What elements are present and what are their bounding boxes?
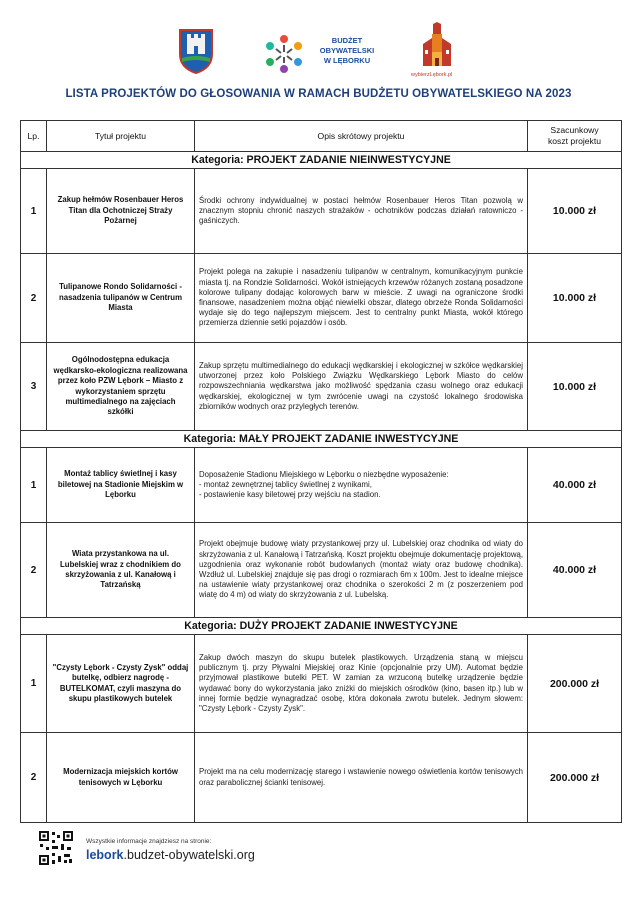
row-desc: Projekt obejmuje budowę wiaty przystankowej przy ul. Lubelskiej oraz chodnika od wiaty do skrzyżowania z ul. Kanałową i Tatrzańską. Koszt projektu obejmuje dokumentację projektową, uzgodnienia oraz wykonanie robót budowlanych (montaż wiaty oraz budowę chodnika). Wzdłuż ul. Lubelskiej znajduje się pas drogi o rozmiarach 6m x 100m. Jest to idealne miejsce na ustawienie wiaty przystankowej oraz chodnika o szerokości 2 m (z poszerzeniem pod wiatę do 4 m) od wiaty do skrzyżowania z ul. Lubelską. bbox=[195, 523, 528, 618]
row-desc: Środki ochrony indywidualnej w postaci hełmów Rosenbauer Heros Titan pozwolą w znacznym stopniu chronić naszych strażaków - ochotników podczas działań ratowniczo - gaśniczych. bbox=[195, 169, 528, 254]
footer-info-text: Wszystkie informacje znajdziesz na stronie: bbox=[86, 838, 212, 845]
row-desc: Projekt ma na celu modernizację starego i wstawienie nowego oświetlenia kortów tenisowych oraz parabolicznej ścianki tenisowej. bbox=[195, 733, 528, 823]
town-logo-caption: wybierzLębork.pl bbox=[411, 72, 453, 78]
table-row bbox=[21, 343, 622, 431]
footer-url-bold: lebork bbox=[86, 848, 124, 862]
row-lp: 2 bbox=[21, 254, 47, 343]
header-desc: Opis skrótowy projektu bbox=[195, 121, 528, 152]
qr-code-icon[interactable] bbox=[38, 830, 74, 866]
row-lp: 3 bbox=[21, 343, 47, 431]
town-hall-icon bbox=[419, 22, 455, 70]
table-row bbox=[21, 523, 622, 618]
category-row bbox=[21, 618, 622, 635]
row-lp: 2 bbox=[21, 523, 47, 618]
row-cost: 200.000 zł bbox=[528, 733, 622, 823]
header-cost-line-1: Szacunkowy bbox=[550, 125, 599, 135]
table-row bbox=[21, 733, 622, 823]
desc-line: - montaż zewnętrznej tablicy świetlnej z wynikami, bbox=[199, 479, 372, 489]
row-title: Ogólnodostępna edukacja wędkarsko-ekologiczna realizowana przez koło PZW Lębork – Miasto z wykorzystaniem sprzętu multimedialnego na zajęciach szkółki bbox=[47, 343, 195, 431]
desc-line: - postawienie kasy biletowej przy wejściu na stadion. bbox=[199, 490, 381, 500]
header-cost-line-2: koszt projektu bbox=[547, 136, 602, 146]
table-row bbox=[21, 169, 622, 254]
category-row bbox=[21, 152, 622, 169]
footer bbox=[38, 830, 618, 870]
header-lp: Lp. bbox=[21, 121, 47, 152]
footer-url-link[interactable] bbox=[86, 848, 255, 862]
row-title: Tulipanowe Rondo Solidarności - nasadzenia tulipanów w Centrum Miasta bbox=[47, 254, 195, 343]
row-title: "Czysty Lębork - Czysty Zysk" oddaj butelkę, odbierz nagrodę - BUTELKOMAT, czyli maszyna do skupu plastikowych butelek bbox=[47, 635, 195, 733]
header-logos bbox=[0, 22, 637, 82]
header-cost bbox=[528, 121, 622, 152]
row-lp: 1 bbox=[21, 169, 47, 254]
coat-of-arms-icon bbox=[178, 28, 214, 74]
category-label: Kategoria: MAŁY PROJEKT ZADANIE INWESTYCYJNE bbox=[21, 431, 622, 448]
header-title: Tytuł projektu bbox=[47, 121, 195, 152]
budget-logo-line-3: W LĘBORKU bbox=[323, 56, 371, 65]
category-label: Kategoria: DUŻY PROJEKT ZADANIE INWESTYCYJNE bbox=[21, 618, 622, 635]
category-row bbox=[21, 431, 622, 448]
footer-url-rest: .budzet-obywatelski.org bbox=[123, 848, 255, 862]
projects-table bbox=[20, 120, 622, 823]
budget-logo-line-2: OBYWATELSKI bbox=[319, 46, 375, 55]
row-cost: 10.000 zł bbox=[528, 254, 622, 343]
row-lp: 2 bbox=[21, 733, 47, 823]
budget-logo-line-1: BUDŻET bbox=[331, 36, 363, 45]
row-cost: 200.000 zł bbox=[528, 635, 622, 733]
table-header-row bbox=[21, 121, 622, 152]
table-row bbox=[21, 254, 622, 343]
page-title: LISTA PROJEKTÓW DO GŁOSOWANIA W RAMACH BUDŻETU OBYWATELSKIEGO NA 2023 bbox=[65, 88, 572, 100]
budget-logo bbox=[262, 32, 382, 76]
desc-line: Doposażenie Stadionu Miejskiego w Lęborku o niezbędne wyposażenie: bbox=[199, 469, 449, 479]
row-cost: 10.000 zł bbox=[528, 169, 622, 254]
row-desc: Projekt polega na zakupie i nasadzeniu tulipanów w centralnym, komunikacyjnym punkcie miasta tj. na Rondzie Solidarności. Wokół istniejących krzewów różanych zostaną posadzone kolorowe tulipany dodając kolorowych barw w mieście. Z uwagi na ograniczone środki finansowe, nasadzeniem można objąć niewielki obszar, dlatego obrzeże Ronda Solidarności wydaje się do tego najlepszym miejscem. Jest to centralny punkt Miasta, wokół którego przemierza dziennie setki pojazdów i osób. bbox=[195, 254, 528, 343]
row-cost: 40.000 zł bbox=[528, 523, 622, 618]
row-lp: 1 bbox=[21, 448, 47, 523]
wybierz-lebork-logo bbox=[411, 22, 459, 82]
row-title: Montaż tablicy świetlnej i kasy biletowej na Stadionie Miejskim w Lęborku bbox=[47, 448, 195, 523]
people-circle-icon bbox=[262, 32, 306, 76]
row-cost: 40.000 zł bbox=[528, 448, 622, 523]
row-lp: 1 bbox=[21, 635, 47, 733]
row-title: Zakup hełmów Rosenbauer Heros Titan dla Ochotniczej Straży Pożarnej bbox=[47, 169, 195, 254]
category-label: Kategoria: PROJEKT ZADANIE NIEINWESTYCYJNE bbox=[21, 152, 622, 169]
row-cost: 10.000 zł bbox=[528, 343, 622, 431]
row-desc: Zakup dwóch maszyn do skupu butelek plastikowych. Urządzenia staną w miejscu publicznym tj. przy Pływalni Miejskiej oraz Kinie (opcjonalnie przy UM). Automat będzie przyjmował plastikowe butelki PET. W zamian za wrzuconą butelkę urządzenie będzie wydawać bony do wykorzystania jako zniżki do miejskich ośrodków (kino, basen itp.) lub w innej formie będzie wynagradzać osobę, która dokonała zwrotu butelek. Jednym słowem: "Czysty Lębork - Czysty Zysk". bbox=[195, 635, 528, 733]
row-desc: Zakup sprzętu multimedialnego do edukacji wędkarskiej i ekologicznej w szkółce wędkarskiej utworzonej przez koło Polskiego Związku Wędkarskiego Lębork Miasto do celów rozpowszechniania wędkarstwa jako możliwość spędzania czasu wolnego oraz edukacji wędkarskiej, ekologicznej w tym zwrócenie uwagi na czystość lokalnego środowiska zbiorników wodnych oraz przyległych terenów. bbox=[195, 343, 528, 431]
row-title: Wiata przystankowa na ul. Lubelskiej wraz z chodnikiem do skrzyżowania z ul. Kanałową i Tatrzańską bbox=[47, 523, 195, 618]
row-desc bbox=[195, 448, 528, 523]
row-title: Modernizacja miejskich kortów tenisowych w Lęborku bbox=[47, 733, 195, 823]
table-row bbox=[21, 448, 622, 523]
table-row bbox=[21, 635, 622, 733]
